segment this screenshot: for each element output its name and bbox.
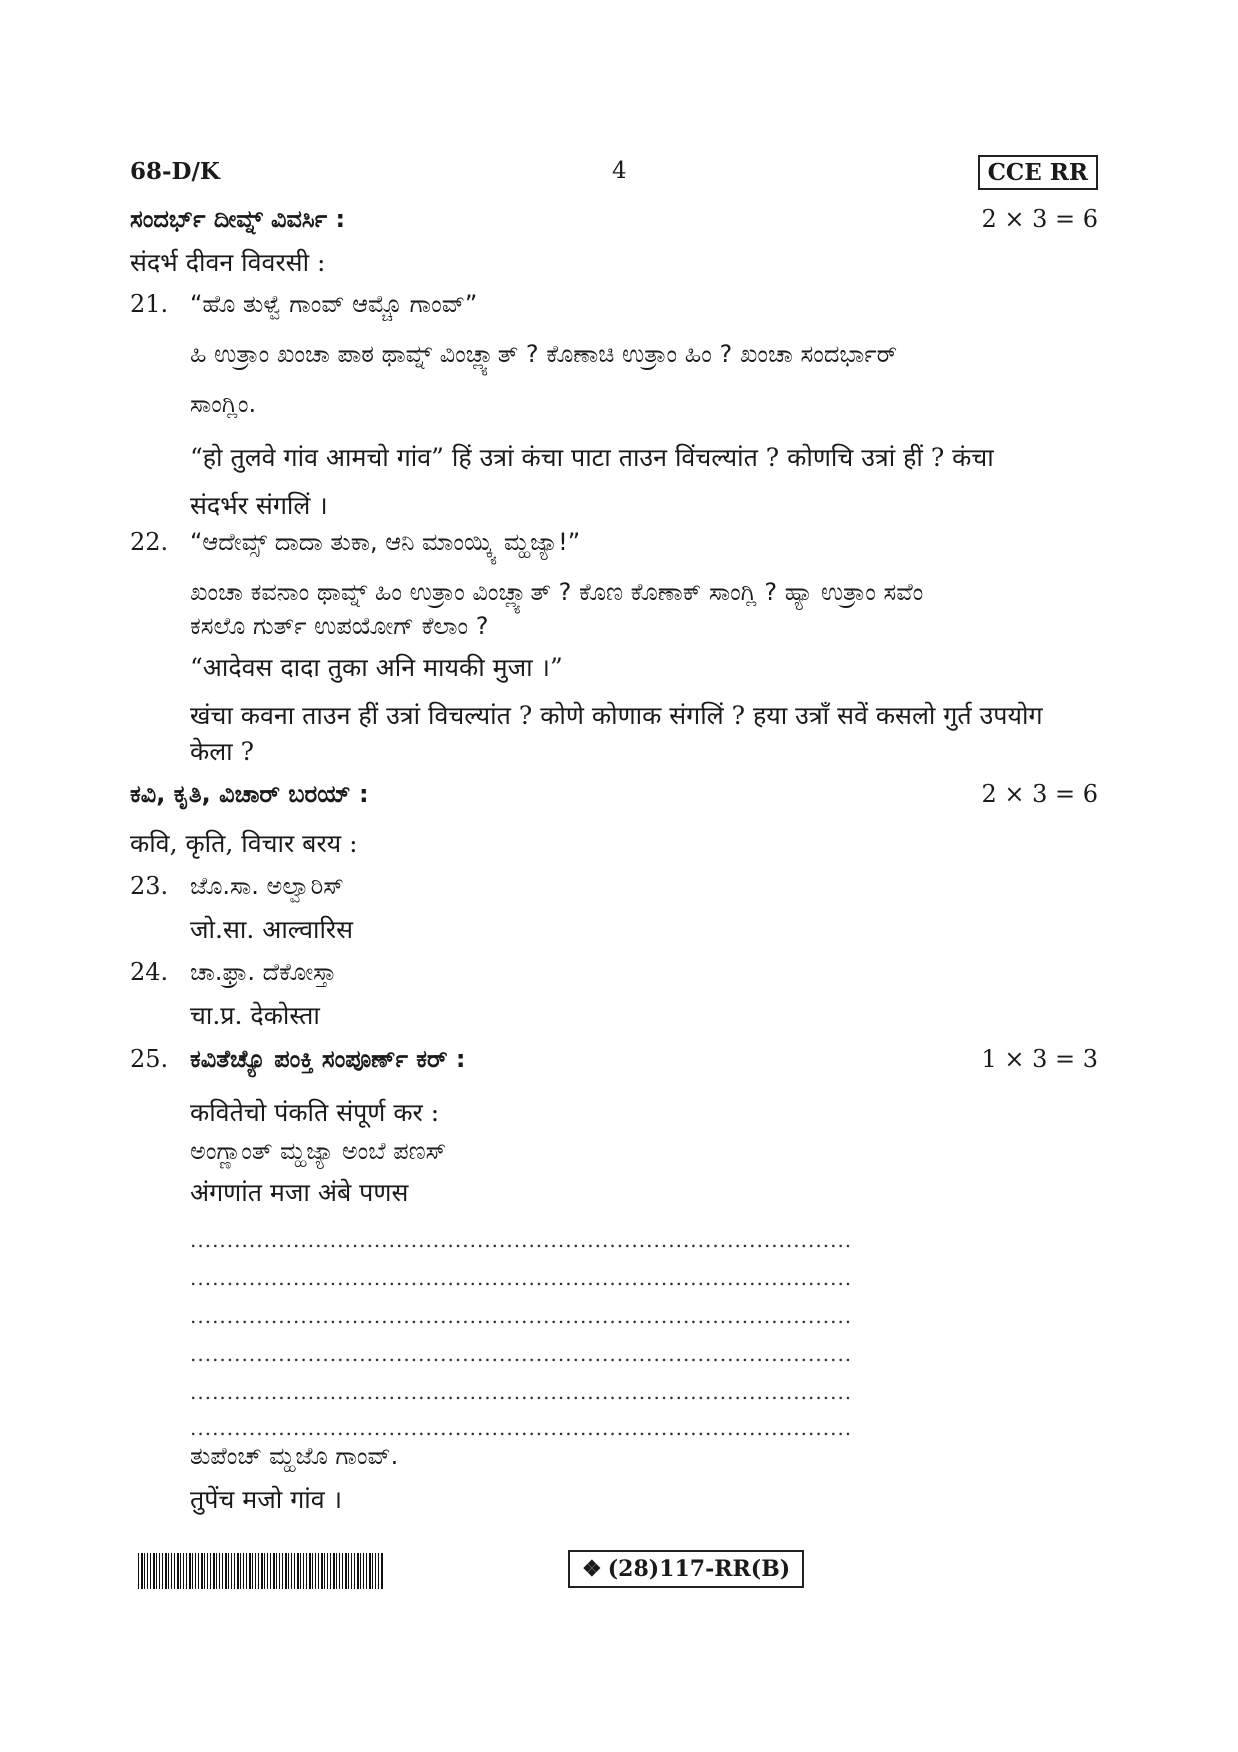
section-a-heading-devanagari: संदर्भ दीवन विवरसी : — [130, 248, 326, 277]
q25-marks: 1 × 3 = 3 — [981, 1045, 1098, 1073]
q22-text-devanagari-1: खंचा कवना ताउन हीं उत्रां विचल्यांत ? कोणे कोणाक संगलिं ? हया उत्राँ सवें कसलो गुर्त उपयोग — [190, 701, 1043, 730]
q24-name-devanagari: चा.प्र. देकोस्ता — [190, 1001, 320, 1030]
answer-line: .......................................................................................... — [190, 1380, 853, 1404]
q23-name-devanagari: जो.सा. आल्वारिस — [190, 915, 354, 944]
q22-quote-devanagari: “आदेवस दादा तुका अनि मायकी मुजा ।” — [190, 653, 563, 682]
answer-line: .......................................................................................... — [190, 1416, 853, 1440]
q25-number: 25. — [130, 1045, 169, 1073]
answer-line: .......................................................................................... — [190, 1304, 853, 1328]
answer-line: .......................................................................................... — [190, 1342, 853, 1366]
q21-text-kannada-2: ಸಾಂಗ್ಲಿಂ. — [190, 390, 257, 418]
q21-number: 21. — [130, 290, 169, 318]
q22-text-devanagari-2: केला ? — [190, 737, 254, 766]
answer-line: .......................................................................................... — [190, 1228, 853, 1252]
q22-text-kannada-2: ಕಸಲೊ ಗುರ್ತ್ ಉಪಯೋಗ್ ಕೆಲಾಂ ? — [190, 612, 489, 640]
section-a-marks: 2 × 3 = 6 — [981, 205, 1098, 233]
q25-heading-devanagari: कवितेचो पंकति संपूर्ण कर : — [190, 1098, 440, 1127]
series-badge: CCE RR — [978, 155, 1098, 190]
q21-quote-kannada: “ಹೊ ತುಳ್ವೆ ಗಾಂವ್ ಆಮ್ಚೊ ಗಾಂವ್” — [190, 290, 478, 318]
q22-quote-kannada: “ಆದೇವ್ಸ್ ದಾದಾ ತುಕಾ, ಆನಿ ಮಾಂಯ್ಕ್ಯಿ ಮ್ಹಜ್ಯಾ!” — [190, 528, 581, 556]
q24-number: 24. — [130, 958, 169, 986]
q22-number: 22. — [130, 528, 169, 556]
q21-text-devanagari-2: संदर्भर संगलिं । — [190, 491, 328, 520]
q25-heading-kannada: ಕವಿತೆಚ್ಯೊ ಪಂಕ್ತಿ ಸಂಪೂರ್ಣ್ ಕರ್ : — [190, 1045, 466, 1073]
section-b-marks: 2 × 3 = 6 — [981, 780, 1098, 808]
paper-code: 68-D/K — [130, 158, 220, 185]
page-number: 4 — [612, 158, 627, 184]
footer-code: (28)117-RR(B) — [607, 1556, 791, 1582]
q23-number: 23. — [130, 872, 169, 900]
q25-end-kannada: ತುಪೆಂಚ್ ಮ್ಹಜೊ ಗಾಂವ್. — [190, 1442, 399, 1470]
section-a-heading-kannada: ಸಂದರ್ಭ್ ದೀವ್ನ್ ವಿವರ್ಸಿ : — [130, 205, 346, 233]
q25-line-kannada: ಅಂಗ್ಣಾಂತ್ ಮ್ಹಜ್ಯಾ ಅಂಬೆ ಪಣಸ್ — [190, 1137, 447, 1165]
barcode — [138, 1553, 383, 1589]
q21-text-devanagari-1: “हो तुलवे गांव आमचो गांव” हिं उत्रां कंचा पाटा ताउन विंचल्यांत ? कोणचि उत्रां हीं ? कंचा — [190, 443, 994, 472]
q21-text-kannada-1: ಹಿ ಉತ್ರಾಂ ಖಂಚಾ ಪಾಠ ಥಾವ್ನ್ ವಿಂಚ್ಲ್ಯಾತ್ ? ಕೊಣಾಚಿ ಉತ್ರಾಂ ಹಿಂ ? ಖಂಚಾ ಸಂದರ್ಭಾರ್ — [190, 340, 898, 368]
footer-code-box — [568, 1550, 804, 1588]
q23-name-kannada: ಜೊ.ಸಾ. ಅಲ್ವಾರಿಸ್ — [190, 872, 344, 900]
section-b-heading-devanagari: कवि, कृति, विचार बरय : — [130, 829, 358, 858]
diamond-icon: ❖ — [582, 1556, 602, 1582]
q25-end-devanagari: तुपेंच मजो गांव । — [190, 1485, 343, 1514]
q22-text-kannada-1: ಖಂಚಾ ಕವನಾಂ ಥಾವ್ನ್ ಹಿಂ ಉತ್ರಾಂ ವಿಂಚ್ಲ್ಯಾತ್ ? ಕೊಣ ಕೊಣಾಕ್ ಸಾಂಗ್ಲಿ ? ಹ್ಯಾ ಉತ್ರಾಂ ಸವೆಂ — [190, 578, 924, 606]
answer-line: .......................................................................................... — [190, 1266, 853, 1290]
q25-line-devanagari: अंगणांत मजा अंबे पणस — [190, 1178, 409, 1207]
section-b-heading-kannada: ಕವಿ, ಕೃತಿ, ವಿಚಾರ್ ಬರಯ್ : — [130, 780, 369, 808]
q24-name-kannada: ಚಾ.ಫ್ರಾ. ದೆಕೋಸ್ತಾ — [190, 958, 337, 986]
